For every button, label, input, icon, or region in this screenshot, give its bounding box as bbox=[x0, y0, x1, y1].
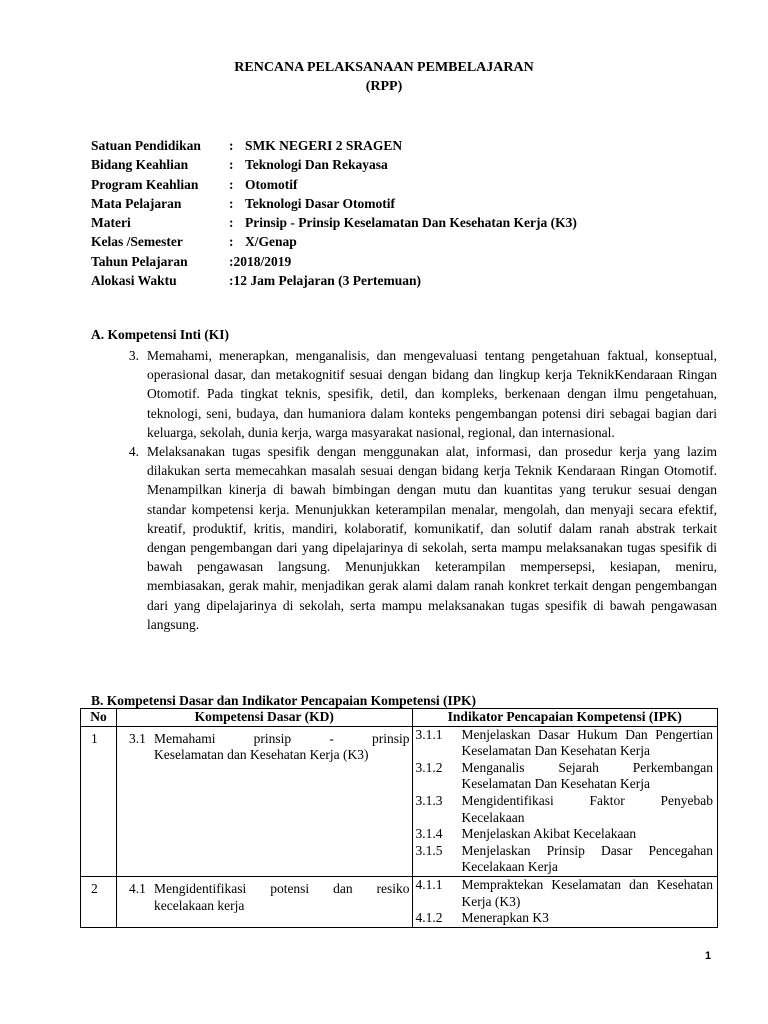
info-row bbox=[91, 213, 577, 232]
ipk-item bbox=[413, 793, 718, 826]
kd-text-line: Memahami prinsip - prinsip bbox=[154, 730, 410, 746]
ipk-code: 3.1.3 bbox=[415, 792, 443, 808]
info-value: 2018/2019 bbox=[233, 253, 292, 269]
info-colon: : bbox=[229, 215, 234, 231]
column-header-ipk: Indikator Pencapaian Kompetensi (IPK) bbox=[412, 709, 718, 727]
info-colon: : bbox=[229, 176, 234, 192]
ipk-text: Menjelaskan Prinsip Dasar Pencegahan Kecelakaan Kerja bbox=[461, 842, 713, 875]
section-kompetensi-inti bbox=[91, 325, 715, 634]
ipk-cell bbox=[412, 876, 718, 927]
ipk-code: 3.1.4 bbox=[415, 826, 443, 842]
title-line-2: (RPP) bbox=[365, 79, 403, 94]
ipk-text: Mengidentifikasi Faktor Penyebab Kecelakaan bbox=[461, 792, 713, 825]
info-colon: : bbox=[229, 253, 234, 269]
info-colon: : bbox=[229, 273, 234, 289]
ipk-item bbox=[413, 910, 718, 927]
info-row bbox=[91, 175, 577, 194]
kd-text-line: Keselamatan dan Kesehatan Kerja (K3) bbox=[154, 747, 369, 763]
ki-item bbox=[91, 346, 715, 442]
section-a-heading: A. Kompetensi Inti (KI) bbox=[91, 327, 229, 342]
kd-text bbox=[154, 881, 409, 914]
ipk-text: Menjelaskan Dasar Hukum Dan Pengertian Keselamatan Dan Kesehatan Kerja bbox=[461, 726, 713, 759]
info-value: SMK NEGERI 2 SRAGEN bbox=[245, 138, 403, 153]
info-row bbox=[91, 136, 577, 155]
info-label: Materi bbox=[91, 215, 131, 231]
info-label: Kelas /Semester bbox=[91, 234, 183, 250]
info-label: Bidang Keahlian bbox=[91, 157, 189, 173]
row-number: 2 bbox=[81, 876, 117, 927]
info-colon: : bbox=[229, 195, 234, 211]
info-row bbox=[91, 271, 577, 290]
ipk-text: Menganalis Sejarah Perkembangan Keselamatan Dan Kesehatan Kerja bbox=[461, 759, 713, 792]
ipk-code: 4.1.2 bbox=[415, 910, 443, 926]
ipk-cell bbox=[412, 726, 718, 876]
kd-cell bbox=[117, 726, 412, 876]
ki-list bbox=[91, 346, 715, 634]
document-title bbox=[0, 58, 768, 96]
column-header-no: No bbox=[81, 709, 117, 727]
column-header-kd: Kompetensi Dasar (KD) bbox=[117, 709, 412, 727]
ipk-code: 3.1.5 bbox=[415, 842, 443, 858]
section-b-heading: B. Kompetensi Dasar dan Indikator Pencapaian Kompetensi (IPK) bbox=[91, 693, 477, 708]
kd-cell bbox=[117, 876, 412, 927]
kd-code: 3.1 bbox=[129, 730, 146, 746]
row-number: 1 bbox=[81, 726, 117, 876]
kd-text-line: Mengidentifikasi potensi dan resiko bbox=[154, 880, 410, 896]
info-value: Prinsip - Prinsip Keselamatan Dan Kesehatan Kerja (K3) bbox=[245, 215, 577, 231]
info-colon: : bbox=[229, 234, 234, 250]
kd-ipk-table bbox=[80, 708, 718, 928]
info-row bbox=[91, 252, 577, 271]
info-value: Otomotif bbox=[245, 176, 298, 192]
ipk-item bbox=[413, 826, 718, 843]
page-number: 1 bbox=[705, 950, 712, 962]
kd-text-line: kecelakaan kerja bbox=[154, 897, 245, 913]
title-line-1: RENCANA PELAKSANAAN PEMBELAJARAN bbox=[234, 60, 534, 75]
kd-text bbox=[154, 731, 409, 764]
ipk-code: 3.1.2 bbox=[415, 759, 443, 775]
ipk-item bbox=[413, 727, 718, 760]
info-value: X/Genap bbox=[245, 234, 297, 250]
table-row bbox=[81, 876, 718, 927]
table-row bbox=[81, 726, 718, 876]
ipk-text: Menerapkan K3 bbox=[461, 910, 549, 926]
ipk-code: 3.1.1 bbox=[415, 726, 443, 742]
info-value: Teknologi Dasar Otomotif bbox=[245, 195, 396, 211]
ki-text: Melaksanakan tugas spesifik dengan menggunakan alat, informasi, dan prosedur kerja yang lazim dilakukan serta memecahkan masalah sesuai dengan bidang kerja Teknik Kendaraan Ringan Otomotif. Menampilkan kinerja di bawah bimbingan dengan mutu dan kuantitas yang terukur sesuai dengan standar kompetensi kerja. Menunjukkan keterampilan menalar, mengolah, dan menyaji secara efektif, kreatif, produktif, kritis, mandiri, kolaboratif, komunikatif, dan solutif dalam ranah abstrak terkait dengan pengembangan dari yang dipelajarinya di sekolah, serta mampu melaksanakan tugas spesifik di bawah pengawasan langsung. Menunjukkan keterampilan mempersepsi, kesiapan, meniru, membiasakan, gerak mahir, menjadikan gerak alami dalam ranah konkret terkait dengan pengembangan dari yang dipelajarinya di sekolah, serta mampu melaksanakan tugas spesifik di bawah pengawasan langsung. bbox=[147, 444, 717, 632]
info-row bbox=[91, 194, 577, 213]
ki-text: Memahami, menerapkan, menganalisis, dan mengevaluasi tentang pengetahuan faktual, konseptual, operasional dasar, dan metakognitif sesuai dengan bidang dan lingkup kerja TeknikKendaraan Ringan Otomotif. Pada tingkat teknis, spesifik, detil, dan kompleks, berkenaan dengan ilmu pengetahuan, teknologi, seni, budaya, dan humaniora dalam konteks pengembangan potensi diri sebagai bagian dari keluarga, sekolah, dunia kerja, warga masyarakat nasional, regional, dan internasional. bbox=[147, 348, 717, 440]
ipk-item bbox=[413, 843, 718, 876]
kd-code: 4.1 bbox=[129, 880, 146, 896]
info-label: Mata Pelajaran bbox=[91, 195, 182, 211]
ki-item bbox=[91, 442, 715, 634]
ipk-item bbox=[413, 760, 718, 793]
ipk-item bbox=[413, 877, 718, 910]
info-label: Program Keahlian bbox=[91, 176, 199, 192]
info-value: Teknologi Dan Rekayasa bbox=[245, 157, 388, 173]
ki-number: 3. bbox=[128, 348, 139, 363]
ipk-code: 4.1.1 bbox=[415, 876, 443, 892]
info-colon: : bbox=[229, 157, 234, 173]
info-row bbox=[91, 232, 577, 251]
info-value: 12 Jam Pelajaran (3 Pertemuan) bbox=[233, 273, 421, 289]
ipk-text: Mempraktekan Keselamatan dan Kesehatan Kerja (K3) bbox=[461, 876, 713, 909]
ki-number: 4. bbox=[128, 444, 139, 460]
identity-block bbox=[91, 136, 577, 290]
info-label: Tahun Pelajaran bbox=[91, 253, 188, 269]
info-row bbox=[91, 155, 577, 174]
table-header-row bbox=[81, 709, 718, 727]
info-label: Alokasi Waktu bbox=[91, 273, 177, 289]
info-colon: : bbox=[229, 138, 234, 153]
info-label: Satuan Pendidikan bbox=[91, 138, 201, 153]
ipk-text: Menjelaskan Akibat Kecelakaan bbox=[461, 826, 637, 842]
